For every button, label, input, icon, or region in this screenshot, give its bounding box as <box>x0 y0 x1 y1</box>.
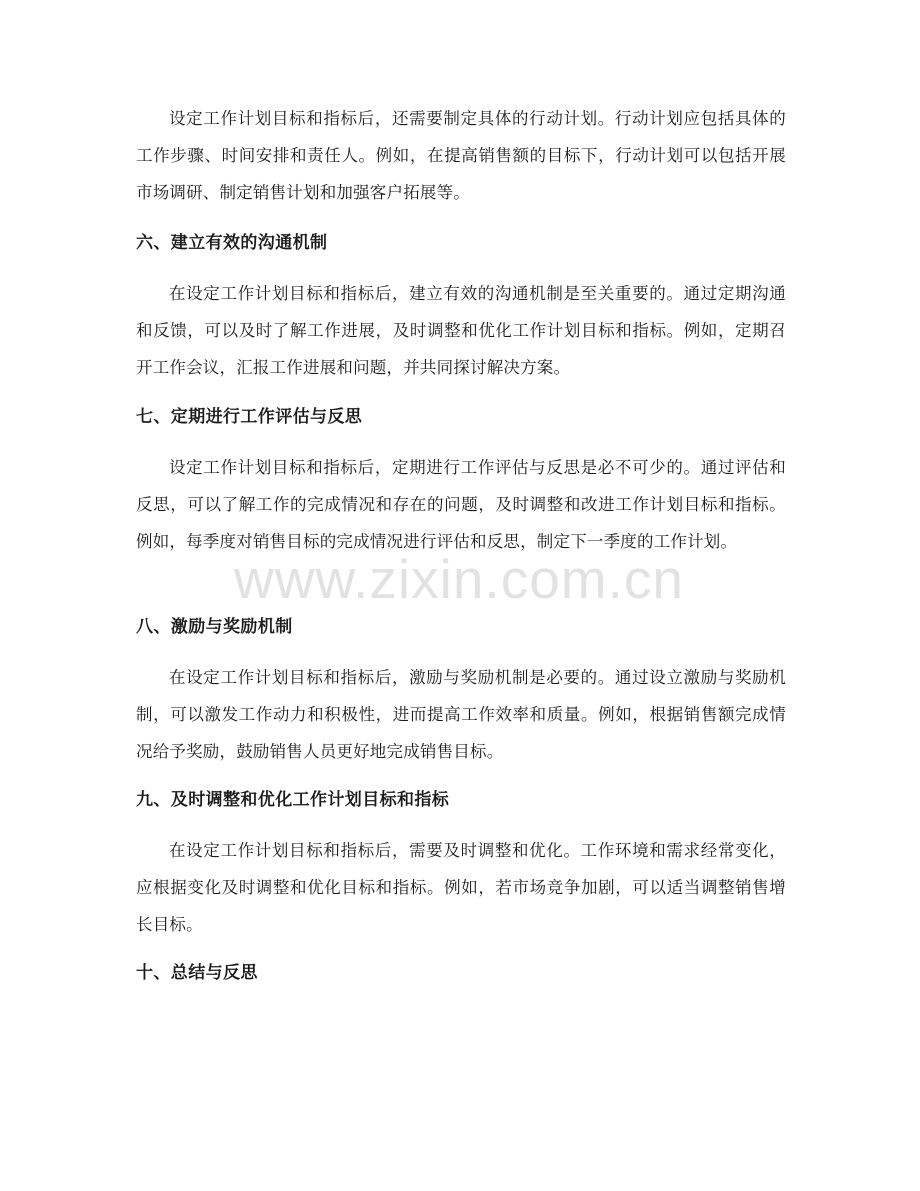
section-heading-8: 八、激励与奖励机制 <box>136 617 293 637</box>
watermark: www.zixin.com.cn <box>234 548 684 610</box>
section-heading-10: 十、总结与反思 <box>136 963 258 983</box>
section-heading-9: 九、及时调整和优化工作计划目标和指标 <box>136 790 450 810</box>
section-heading-7: 七、定期进行工作评估与反思 <box>136 407 363 427</box>
intro-paragraph: 设定工作计划目标和指标后，还需要制定具体的行动计划。行动计划应包括具体的工作步骤、时间安排和责任人。例如，在提高销售额的目标下，行动计划可以包括开展市场调研、制定销售计划和加强客户拓展等。 <box>136 109 786 202</box>
section-paragraph-7: 设定工作计划目标和指标后，定期进行工作评估与反思是必不可少的。通过评估和反思，可以了解工作的完成情况和存在的问题，及时调整和改进工作计划目标和指标。例如，每季度对销售目标的完成情况进行评估和反思，制定下一季度的工作计划。 <box>136 458 786 551</box>
section-paragraph-8: 在设定工作计划目标和指标后，激励与奖励机制是必要的。通过设立激励与奖励机制，可以激发工作动力和积极性，进而提高工作效率和质量。例如，根据销售额完成情况给予奖励，鼓励销售人员更好地完成销售目标。 <box>136 668 786 761</box>
section-paragraph-6: 在设定工作计划目标和指标后，建立有效的沟通机制是至关重要的。通过定期沟通和反馈，可以及时了解工作进展，及时调整和优化工作计划目标和指标。例如，定期召开工作会议，汇报工作进展和问题，并共同探讨解决方案。 <box>136 284 786 377</box>
section-heading-6: 六、建立有效的沟通机制 <box>136 233 328 253</box>
section-paragraph-9: 在设定工作计划目标和指标后，需要及时调整和优化。工作环境和需求经常变化，应根据变化及时调整和优化目标和指标。例如，若市场竞争加剧，可以适当调整销售增长目标。 <box>136 841 786 934</box>
